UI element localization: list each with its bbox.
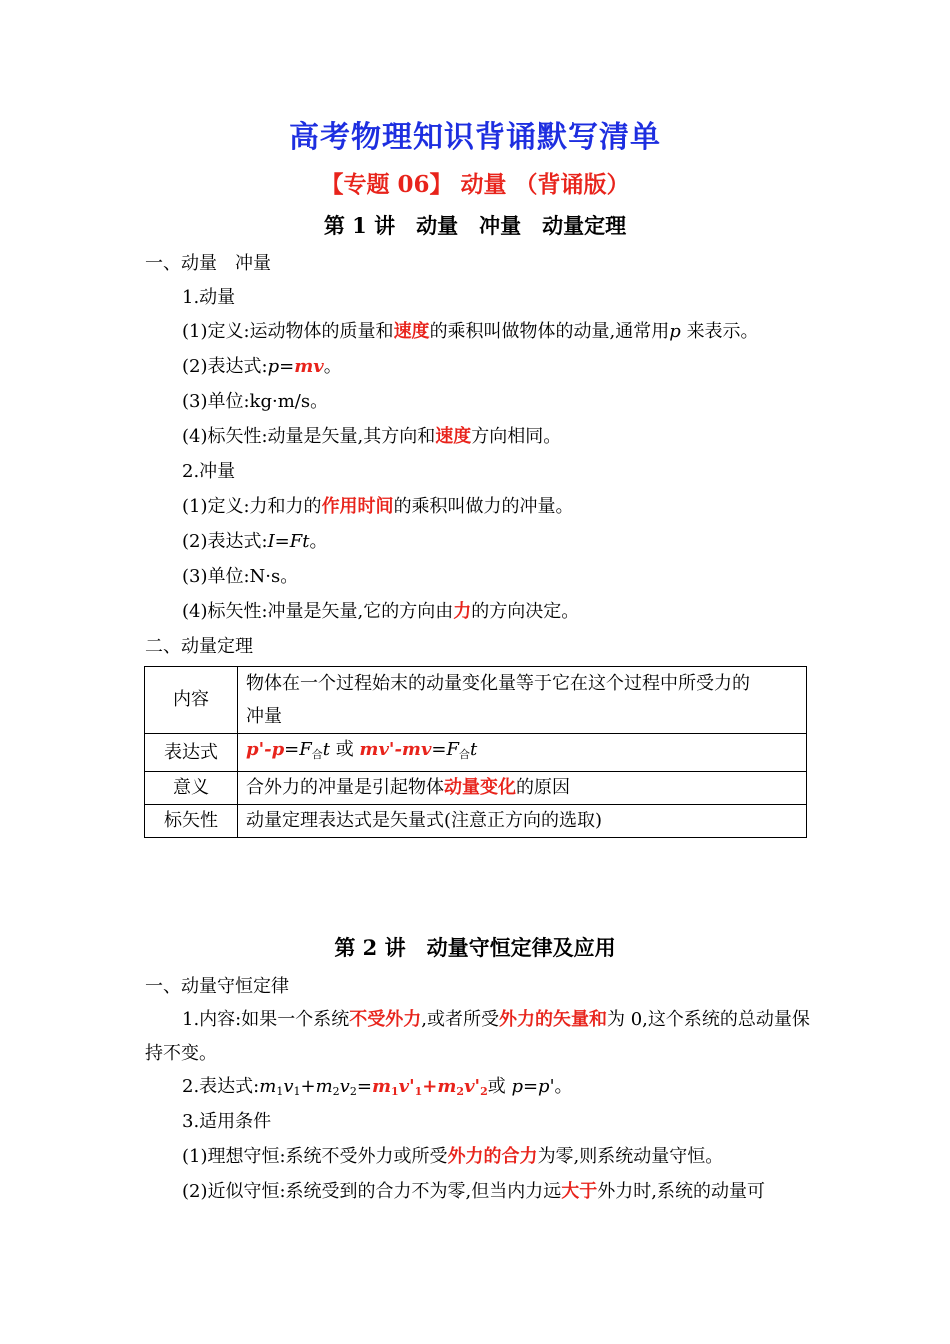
impulse-heading: 2.冲量 [182, 461, 236, 482]
table-row [145, 734, 807, 772]
conservation-content: 1.内容:如果一个系统不受外力,或者所受外力的矢量和为 0,这个系统的总动量保持不变。 [145, 1009, 810, 1064]
impulse-expression: (2)表达式:I=Ft。 [182, 531, 328, 552]
table-value-meaning: 合外力的冲量是引起物体动量变化的原因 [238, 772, 807, 805]
table-value-expression: $p'-p=F_合t$ 或 $mv'-mv=F_合t$ [238, 734, 807, 772]
lecture-1-title: 第 1 讲 动量 冲量 动量定理 [323, 213, 627, 238]
momentum-heading: 1.动量 [182, 287, 236, 308]
table-value-content: 物体在一个过程始末的动量变化量等于它在这个过程中所受力的 冲量 [238, 667, 807, 734]
page-title: 高考物理知识背诵默写清单 [289, 120, 661, 155]
table-value-vector: 动量定理表达式是矢量式(注意正方向的选取) [238, 805, 807, 838]
momentum-vector: (4)标矢性:动量是矢量,其方向和速度方向相同。 [182, 426, 562, 447]
impulse-unit: (3)单位:N·s。 [182, 566, 299, 587]
momentum-unit: (3)单位:kg·m/s。 [182, 391, 329, 412]
table-row [145, 667, 807, 734]
section-momentum-theorem: 二、动量定理 [145, 636, 253, 657]
keyword-velocity-2: 速度 [435, 426, 472, 447]
table-key-expression: 表达式 [145, 734, 238, 772]
table-row [145, 772, 807, 805]
momentum-definition: (1)定义:运动物体的质量和速度的乘积叫做物体的动量,通常用p 来表示。 [182, 321, 759, 342]
section-conservation: 一、动量守恒定律 [145, 976, 289, 997]
lecture-2-title: 第 2 讲 动量守恒定律及应用 [334, 935, 616, 960]
conservation-expression: 2.表达式$:m_1v_1+m_2v_2=m_1v'_1+m_2v'_2$或 p=p'。 [182, 1076, 573, 1098]
table-key-vector: 标矢性 [145, 805, 238, 838]
page-subtitle: 【专题 06】 动量 （背诵版） [320, 171, 630, 198]
momentum-theorem-table [144, 666, 807, 838]
condition-ideal: (1)理想守恒:系统不受外力或所受外力的合力为零,则系统动量守恒。 [182, 1146, 724, 1167]
momentum-expression: (2)表达式:p=mv。 [182, 356, 342, 377]
keyword-mv: mv [294, 356, 324, 377]
table-key-meaning: 意义 [145, 772, 238, 805]
section-momentum-impulse: 一、动量 冲量 [145, 253, 271, 274]
impulse-definition: (1)定义:力和力的作用时间的乘积叫做力的冲量。 [182, 496, 574, 517]
condition-approximate: (2)近似守恒:系统受到的合力不为零,但当内力远大于外力时,系统的动量可 [182, 1181, 766, 1202]
keyword-action-time: 作用时间 [321, 496, 394, 517]
keyword-force: 力 [453, 601, 472, 622]
conditions-heading: 3.适用条件 [182, 1111, 272, 1132]
impulse-vector: (4)标矢性:冲量是矢量,它的方向由力的方向决定。 [182, 601, 580, 622]
table-row [145, 805, 807, 838]
table-key-content: 内容 [145, 667, 238, 734]
keyword-velocity: 速度 [393, 321, 430, 342]
